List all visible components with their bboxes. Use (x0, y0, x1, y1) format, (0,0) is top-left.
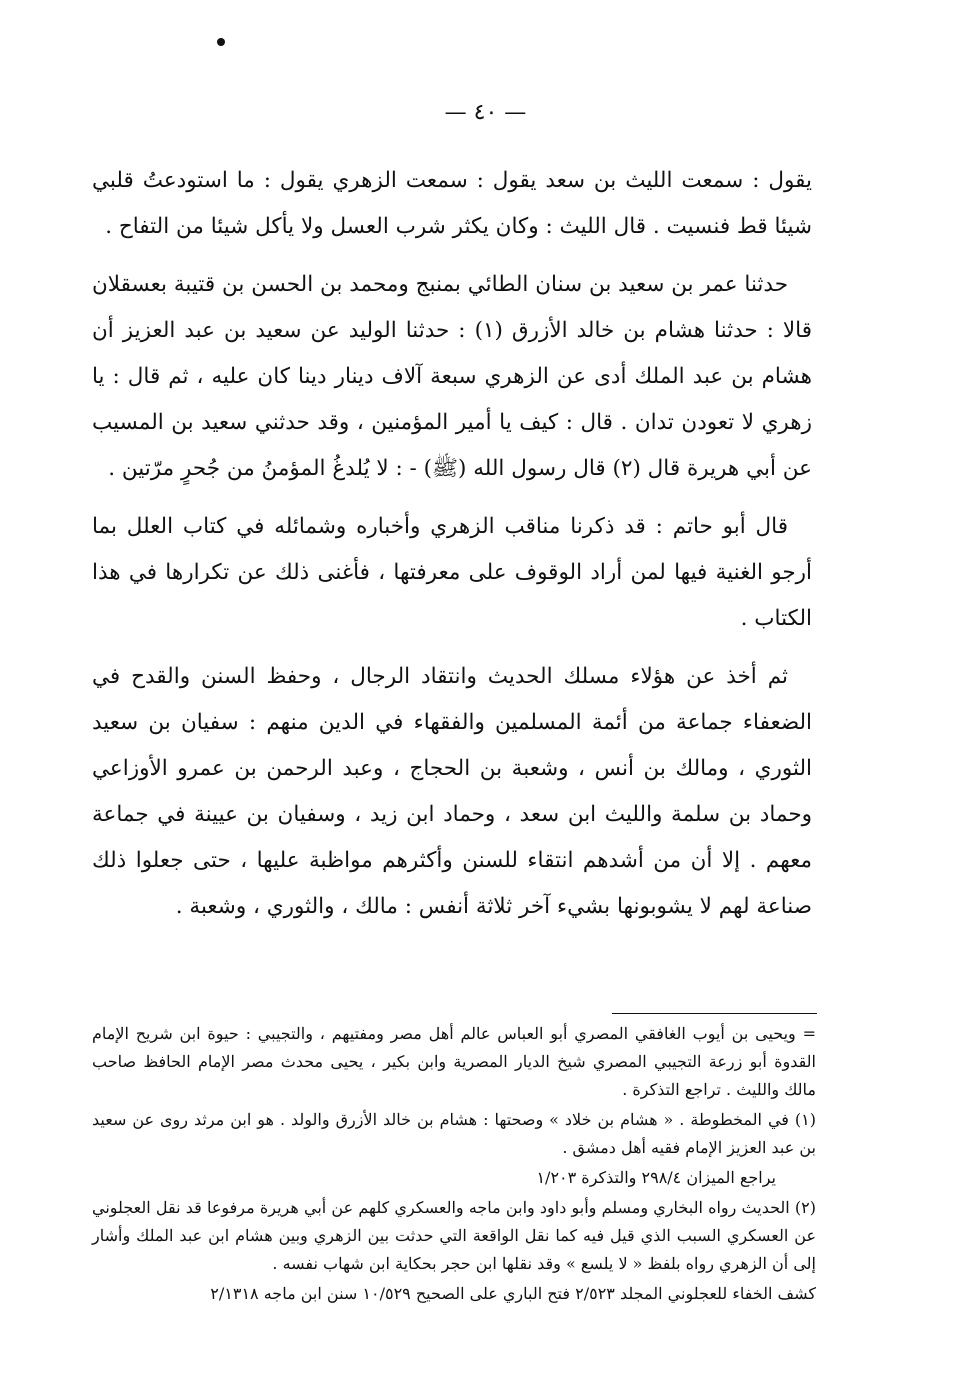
footnote: = ويحيى بن أيوب الغافقي المصري أبو العباس عالم أهل مصر ومفتيهم ، والتجيبي : حيوة ابن شريح الإمام القدوة أبو زرعة التجيبي المصري شيخ الديار المصرية وابن بكير ، يحيى محدث مصر الإمام الحافظ صاحب مالك والليث . تراجع التذكرة . (92, 1024, 816, 1099)
page-mark (217, 38, 225, 46)
main-text (92, 158, 812, 930)
footnote: (٢) الحديث رواه البخاري ومسلم وأبو داود وابن ماجه والعسكري كلهم عن أبي هريرة مرفوعا قد نقل العجلوني عن العسكري السبب الذي قيل فيه كما نقل الواقعة التي حدثت بين الزهري وبين هشام ابن عبد الملك وأشار إلى أن الزهري رواه بلفظ « لا يلسع » وقد نقلها ابن حجر بحكاية ابن شهاب نفسه . (92, 1198, 816, 1273)
page-number: — ٤٠ — (444, 100, 527, 125)
footnote-reference: كشف الخفاء للعجلوني المجلد ٢/٥٢٣ فتح الباري على الصحيح ١٠/٥٢٩ سنن ابن ماجه ٢/١٣١٨ (210, 1284, 816, 1303)
footnotes (92, 1020, 816, 1308)
paragraph: قال أبو حاتم : قد ذكرنا مناقب الزهري وأخباره وشمائله في كتاب العلل بما أرجو الغنية فيها لمن أراد الوقوف على معرفتها ، فأغنى ذلك عن تكرارها في هذا الكتاب . (92, 514, 812, 631)
paragraph: يقول : سمعت الليث بن سعد يقول : سمعت الزهري يقول : ما استودعتُ قلبي شيئا قط فنسيت . قال الليث : وكان يكثر شرب العسل ولا يأكل شيئا من التفاح . (92, 168, 812, 239)
footnote-separator (612, 1013, 817, 1014)
paragraph: حدثنا عمر بن سعيد بن سنان الطائي بمنبج ومحمد بن الحسن بن قتيبة بعسقلان قالا : حدثنا هشام بن خالد الأزرق (١) : حدثنا الوليد عن سعيد بن عبد العزيز أن هشام بن عبد الملك أدى عن الزهري سبعة آلاف دينار دينا كان عليه ، ثم قال : يا زهري لا تعودن تدان . قال : كيف يا أمير المؤمنين ، وقد حدثني سعيد بن المسيب عن أبي هريرة قال (٢) قال رسول الله (ﷺ) - : لا يُلدغُ المؤمنُ من جُحرٍ مرّتين . (92, 272, 812, 481)
footnote: (١) في المخطوطة . « هشام بن خلاد » وصحتها : هشام بن خالد الأزرق والولد . هو ابن مرثد روى عن سعيد بن عبد العزيز الإمام فقيه أهل دمشق . (92, 1110, 816, 1157)
paragraph: ثم أخذ عن هؤلاء مسلك الحديث وانتقاد الرجال ، وحفظ السنن والقدح في الضعفاء جماعة من أئمة المسلمين والفقهاء في الدين منهم : سفيان بن سعيد الثوري ، ومالك بن أنس ، وشعبة بن الحجاج ، وعبد الرحمن بن عمرو الأوزاعي وحماد بن سلمة والليث ابن سعد ، وحماد ابن زيد ، وسفيان بن عيينة في جماعة معهم . إلا أن من أشدهم انتقاء للسنن وأكثرهم مواظبة عليها ، حتى جعلوا ذلك صناعة لهم لا يشوبونها بشيء آخر ثلاثة أنفس : مالك ، والثوري ، وشعبة . (92, 664, 812, 919)
footnote-reference: يراجع الميزان ٢٩٨/٤ والتذكرة ١/٢٠٣ (536, 1168, 776, 1187)
